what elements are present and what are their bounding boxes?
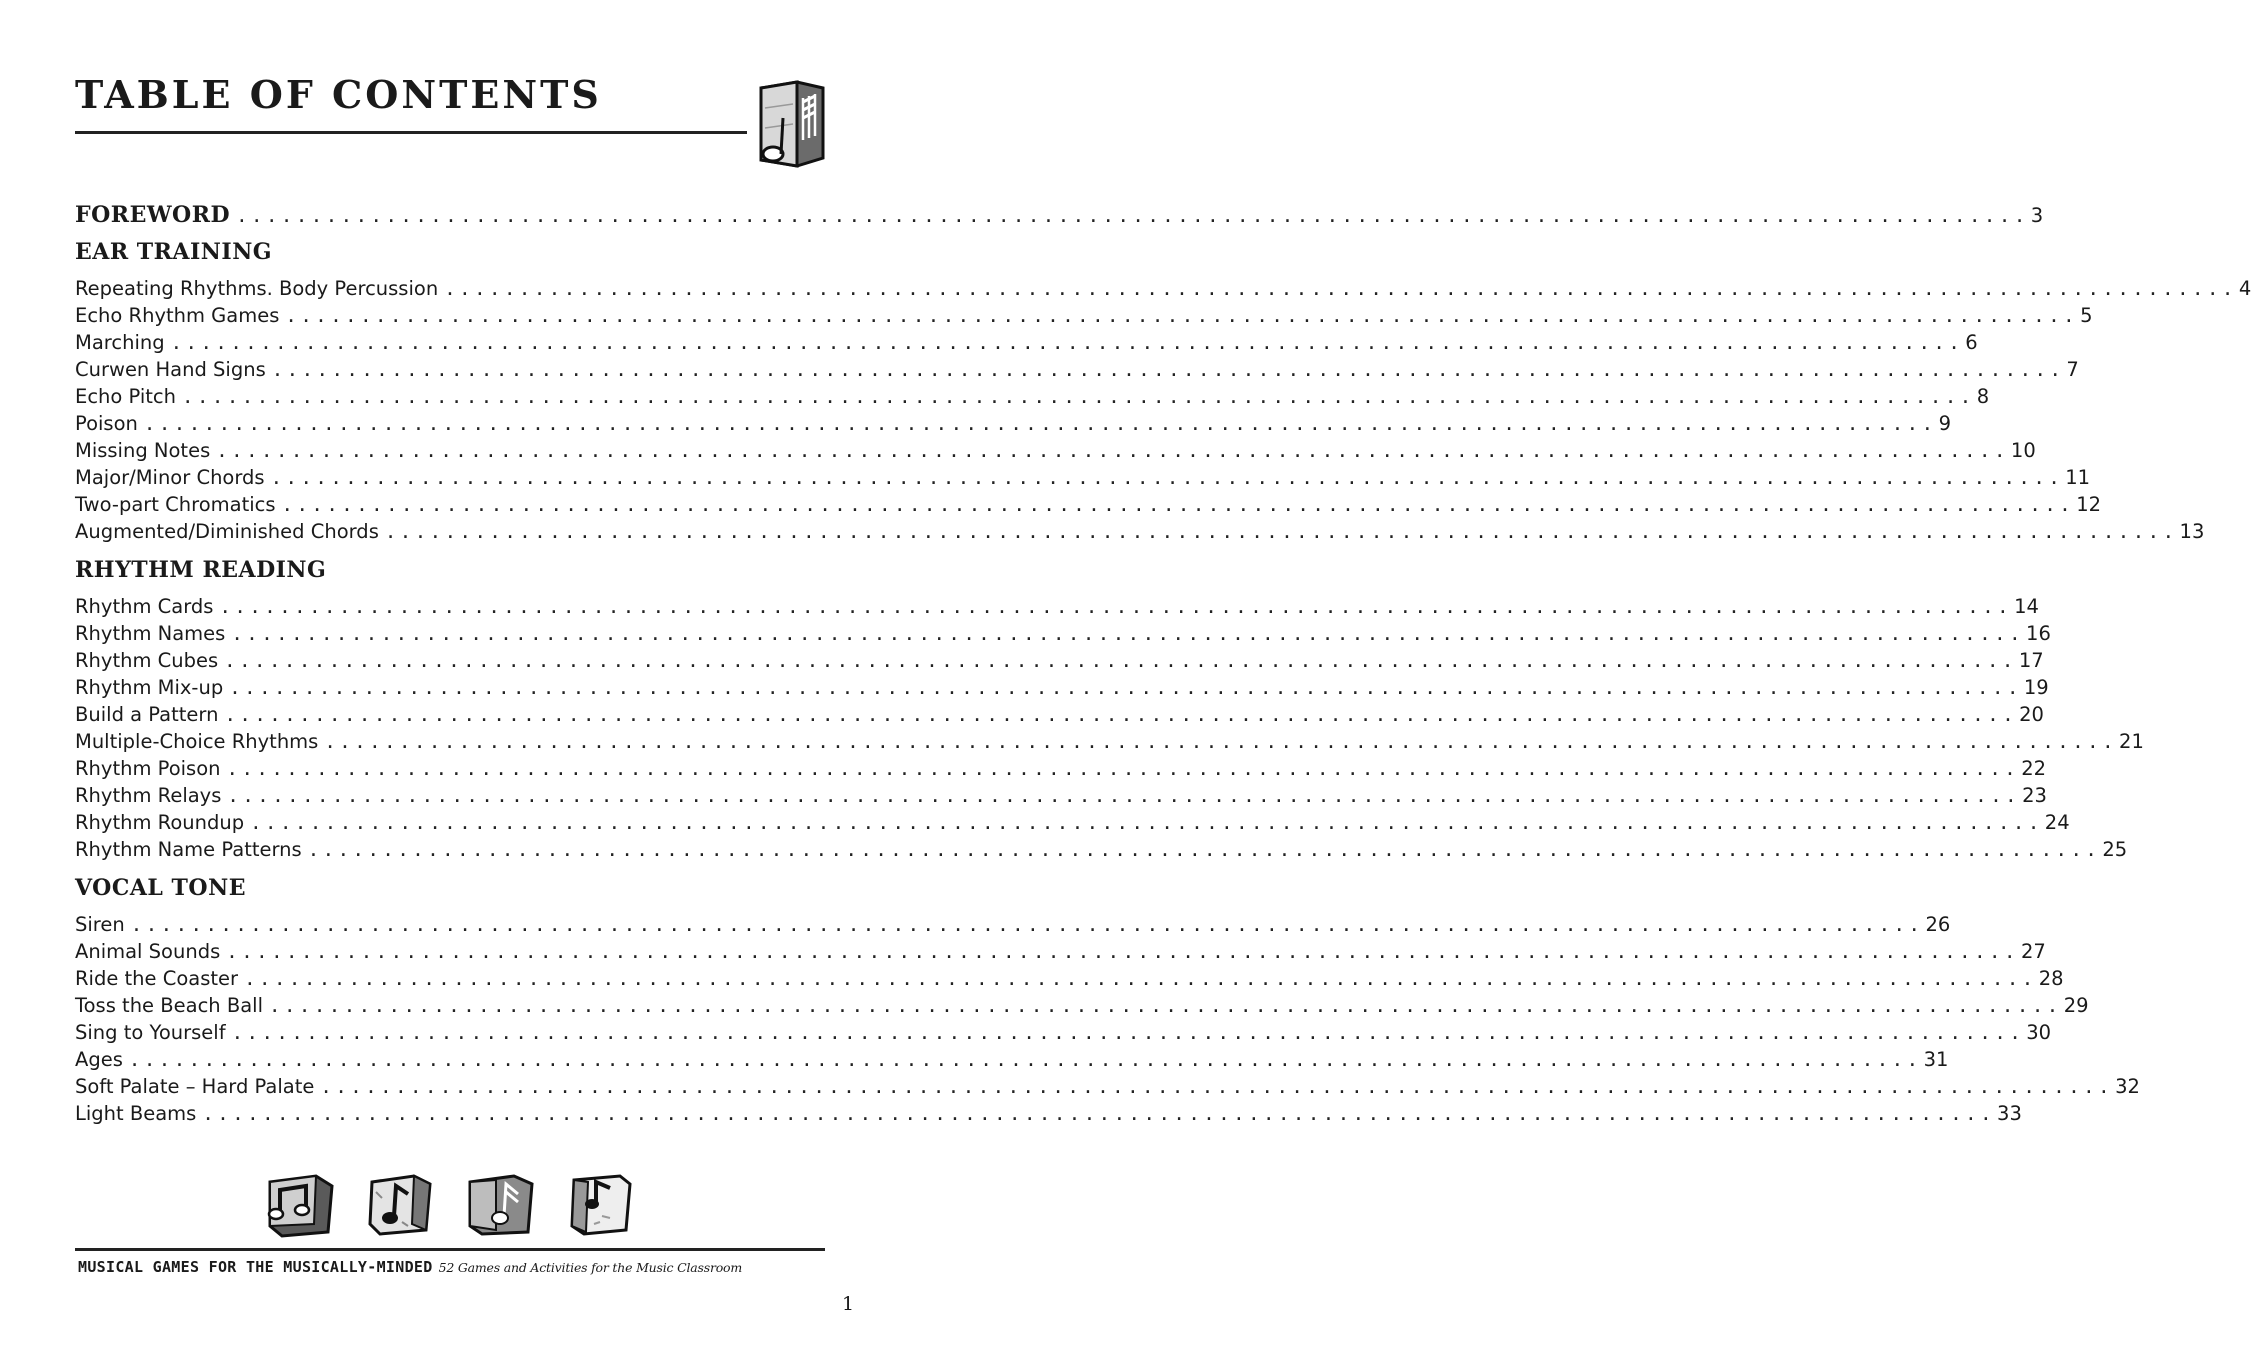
page-ref: 27	[2020, 940, 2046, 963]
section-heading: EAR TRAINING	[75, 239, 273, 265]
dot-leader: ........................................................................................................................	[219, 596, 2013, 618]
dot-leader: ........................................................................................................................	[244, 968, 2037, 990]
dot-leader: ........................................................................................................................	[320, 1076, 2114, 1098]
page-ref: 21	[2119, 730, 2144, 753]
entry-label: Rhythm Relays	[75, 784, 222, 807]
dot-leader: ........................................................................................................................	[224, 650, 2017, 672]
toc-entry[interactable]	[75, 701, 2044, 728]
entry-label: Repeating Rhythms. Body Percussion	[75, 277, 439, 300]
page-ref: 22	[2021, 757, 2047, 780]
decorative-icon-row	[262, 1172, 642, 1242]
entry-label: Sing to Yourself	[75, 1021, 226, 1044]
dot-leader: ........................................................................................................................	[224, 704, 2018, 726]
section-ear-training	[75, 237, 2251, 545]
toc-entry[interactable]	[75, 437, 2036, 464]
toc-entry[interactable]	[75, 491, 2102, 518]
dot-leader: ........................................................................................................................	[236, 205, 2029, 227]
toc-entry[interactable]	[75, 329, 1978, 356]
page-ref: 7	[2066, 358, 2079, 381]
dot-leader: ........................................................................................................................	[130, 914, 1924, 936]
dot-leader: ........................................................................................................................	[170, 332, 1964, 354]
entry-label: Curwen Hand Signs	[75, 358, 266, 381]
dot-leader: ........................................................................................................................	[384, 521, 2178, 543]
dot-leader: ........................................................................................................................	[285, 305, 2079, 327]
dot-leader: ........................................................................................................................	[231, 623, 2025, 645]
book-title: MUSICAL GAMES FOR THE MUSICALLY-MINDED	[78, 1258, 433, 1276]
entry-label: Rhythm Names	[75, 622, 226, 645]
sixteenth-note-block-icon	[466, 1172, 536, 1238]
toc-entry[interactable]	[75, 410, 1951, 437]
page-ref: 6	[1965, 331, 1978, 354]
page-ref: 20	[2019, 703, 2044, 726]
entry-label: Major/Minor Chords	[75, 466, 265, 489]
toc-entry[interactable]	[75, 518, 2205, 545]
section-vocal-tone	[75, 873, 2140, 1127]
section-heading: RHYTHM READING	[75, 557, 327, 583]
dot-leader: ........................................................................................................................	[324, 731, 2118, 753]
dot-leader: ........................................................................................................................	[444, 278, 2237, 300]
footer	[78, 1258, 828, 1277]
page-ref: 11	[2065, 466, 2091, 489]
dot-leader: ........................................................................................................................	[269, 995, 2062, 1017]
entry-label: Augmented/Diminished Chords	[75, 520, 379, 543]
page-ref: 4	[2238, 277, 2251, 300]
page-ref: 30	[2026, 1021, 2052, 1044]
toc-entry[interactable]	[75, 275, 2251, 302]
toc-entry[interactable]	[75, 938, 2046, 965]
dot-leader: ........................................................................................................................	[226, 758, 2020, 780]
page-ref: 33	[1997, 1102, 2022, 1125]
eighth-note-block-icon	[366, 1172, 436, 1238]
toc-entry[interactable]	[75, 1073, 2140, 1100]
page-ref: 16	[2026, 622, 2051, 645]
entry-label: Missing Notes	[75, 439, 211, 462]
toc-entry[interactable]	[75, 302, 2093, 329]
toc-entry[interactable]	[75, 464, 2091, 491]
entry-label: Ride the Coaster	[75, 967, 239, 990]
entry-label: Animal Sounds	[75, 940, 221, 963]
toc-entry[interactable]	[75, 620, 2051, 647]
page-ref: 19	[2023, 676, 2049, 699]
page-ref: 12	[2076, 493, 2102, 516]
dot-leader: ........................................................................................................................	[270, 467, 2064, 489]
entry-label: Marching	[75, 331, 165, 354]
toc-entry[interactable]	[75, 809, 2070, 836]
toc-entry[interactable]	[75, 647, 2044, 674]
section-heading: VOCAL TONE	[75, 875, 246, 901]
page-ref: 13	[2179, 520, 2205, 543]
page-ref: 3	[2030, 204, 2044, 227]
page-ref: 28	[2038, 967, 2064, 990]
toc-entry[interactable]	[75, 836, 2128, 863]
page-ref: 31	[1923, 1048, 1949, 1071]
page-ref: 29	[2063, 994, 2089, 1017]
entry-label: Rhythm Name Patterns	[75, 838, 302, 861]
entry-label: Echo Rhythm Games	[75, 304, 280, 327]
dot-leader: ........................................................................................................................	[229, 677, 2022, 699]
title-divider	[75, 131, 747, 134]
entry-label: Rhythm Roundup	[75, 811, 245, 834]
toc-entry[interactable]	[75, 911, 1951, 938]
dot-leader: ........................................................................................................................	[307, 839, 2101, 861]
page-title: TABLE OF CONTENTS	[75, 72, 602, 117]
table-of-contents	[75, 200, 2251, 1131]
page-ref: 5	[2080, 304, 2093, 327]
toc-entry[interactable]	[75, 992, 2089, 1019]
page-ref: 32	[2115, 1075, 2140, 1098]
entry-label: Siren	[75, 913, 125, 936]
foreword-title: FOREWORD	[75, 202, 231, 228]
page-ref: 14	[2014, 595, 2039, 618]
page-ref: 26	[1925, 913, 1951, 936]
entry-label: Two-part Chromatics	[75, 493, 276, 516]
entry-label: Echo Pitch	[75, 385, 177, 408]
page-ref: 10	[2010, 439, 2036, 462]
toc-entry[interactable]	[75, 1019, 2052, 1046]
page-ref: 8	[1976, 385, 1990, 408]
note-cube-icon	[566, 1172, 636, 1238]
toc-entry[interactable]	[75, 965, 2064, 992]
page-ref: 25	[2102, 838, 2128, 861]
dot-leader: ........................................................................................................................	[226, 941, 2019, 963]
dot-leader: ........................................................................................................................	[128, 1049, 1922, 1071]
toc-entry[interactable]	[75, 674, 2049, 701]
page-ref: 9	[1938, 412, 1951, 435]
entry-label: Rhythm Poison	[75, 757, 221, 780]
toc-entry-foreword[interactable]	[75, 200, 2044, 228]
dot-leader: ........................................................................................................................	[216, 440, 2009, 462]
entry-label: Ages	[75, 1048, 123, 1071]
page-ref: 17	[2018, 649, 2044, 672]
entry-label: Build a Pattern	[75, 703, 219, 726]
page-number: 1	[842, 1293, 855, 1315]
dot-leader: ........................................................................................................................	[271, 359, 2065, 381]
toc-entry[interactable]	[75, 593, 2039, 620]
dot-leader: ........................................................................................................................	[231, 1022, 2025, 1044]
entry-label: Poison	[75, 412, 138, 435]
toc-entry[interactable]	[75, 383, 1990, 410]
page-ref: 24	[2044, 811, 2070, 834]
music-block-icon	[266, 1172, 336, 1238]
toc-entry[interactable]	[75, 356, 2079, 383]
music-block-corner-icon	[753, 78, 829, 170]
entry-label: Light Beams	[75, 1102, 197, 1125]
entry-label: Toss the Beach Ball	[75, 994, 264, 1017]
toc-entry[interactable]	[75, 755, 2047, 782]
dot-leader: ........................................................................................................................	[202, 1103, 1996, 1125]
section-rhythm-reading	[75, 555, 2144, 863]
toc-entry[interactable]	[75, 728, 2144, 755]
dot-leader: ........................................................................................................................	[250, 812, 2043, 834]
book-subtitle: 52 Games and Activities for the Music Classroom	[438, 1260, 743, 1275]
dot-leader: ........................................................................................................................	[281, 494, 2075, 516]
toc-entry[interactable]	[75, 1046, 1949, 1073]
entry-label: Rhythm Cards	[75, 595, 214, 618]
entry-label: Rhythm Cubes	[75, 649, 219, 672]
entry-label: Rhythm Mix-up	[75, 676, 224, 699]
dot-leader: ........................................................................................................................	[182, 386, 1975, 408]
dot-leader: ........................................................................................................................	[227, 785, 2021, 807]
toc-entry[interactable]	[75, 1100, 2022, 1127]
toc-entry[interactable]	[75, 782, 2047, 809]
footer-divider	[75, 1248, 825, 1251]
dot-leader: ........................................................................................................................	[143, 413, 1937, 435]
entry-label: Multiple-Choice Rhythms	[75, 730, 319, 753]
entry-label: Soft Palate – Hard Palate	[75, 1075, 315, 1098]
page-ref: 23	[2022, 784, 2047, 807]
